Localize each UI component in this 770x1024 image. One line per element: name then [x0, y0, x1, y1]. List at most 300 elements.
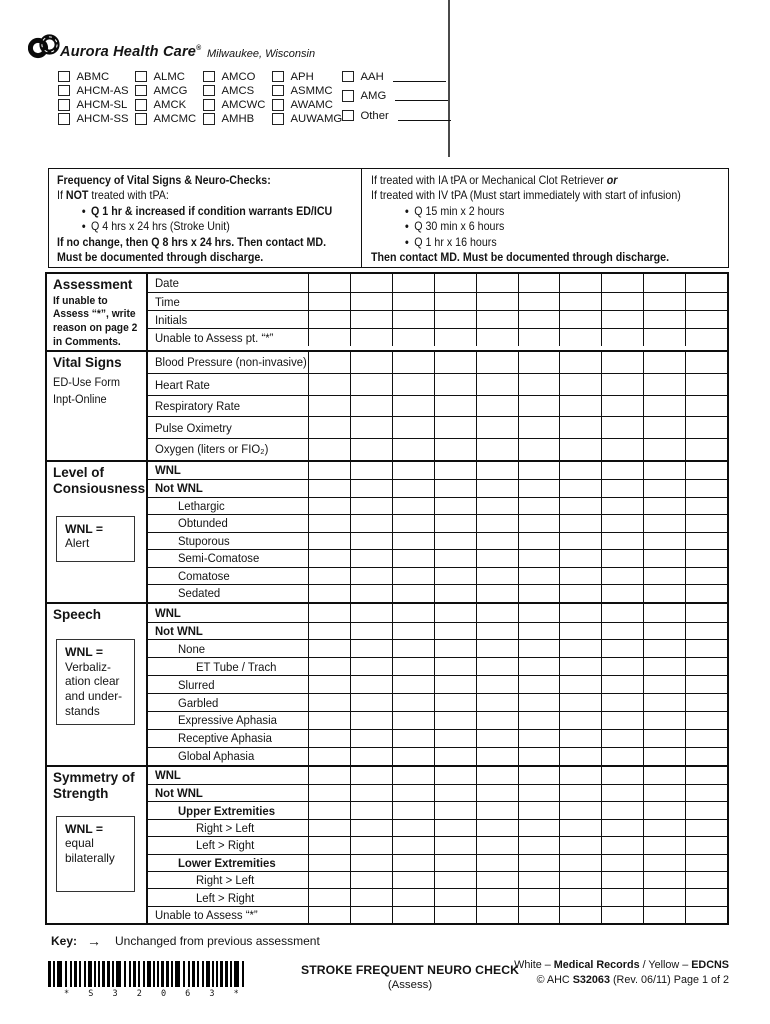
grid-cell[interactable]	[434, 274, 476, 292]
grid-cell[interactable]	[350, 585, 392, 602]
grid-cell[interactable]	[643, 550, 685, 567]
grid-cell[interactable]	[643, 604, 685, 622]
grid-cell[interactable]	[559, 872, 601, 888]
grid-cell[interactable]	[643, 907, 685, 923]
grid-cell[interactable]	[518, 658, 560, 675]
grid-cell[interactable]	[559, 396, 601, 417]
grid-cell[interactable]	[350, 889, 392, 905]
grid-cell[interactable]	[643, 462, 685, 480]
grid-cell[interactable]	[685, 533, 727, 550]
grid-cell[interactable]	[392, 550, 434, 567]
grid-cell[interactable]	[350, 439, 392, 460]
grid-cell[interactable]	[643, 767, 685, 784]
facility-checkbox[interactable]	[272, 113, 284, 125]
grid-cell[interactable]	[685, 550, 727, 567]
grid-cell[interactable]	[643, 802, 685, 818]
grid-cell[interactable]	[685, 439, 727, 460]
grid-cell[interactable]	[559, 730, 601, 747]
grid-cell[interactable]	[518, 374, 560, 395]
grid-cell[interactable]	[434, 533, 476, 550]
grid-cell[interactable]	[518, 533, 560, 550]
grid-cell[interactable]	[350, 872, 392, 888]
grid-cell[interactable]	[476, 417, 518, 438]
grid-cell[interactable]	[601, 855, 643, 871]
grid-cell[interactable]	[434, 730, 476, 747]
grid-cell[interactable]	[308, 907, 350, 923]
grid-cell[interactable]	[350, 462, 392, 480]
grid-cell[interactable]	[601, 585, 643, 602]
grid-cell[interactable]	[559, 498, 601, 515]
grid-cell[interactable]	[559, 907, 601, 923]
grid-cell[interactable]	[601, 730, 643, 747]
grid-cell[interactable]	[518, 329, 560, 346]
grid-cell[interactable]	[559, 640, 601, 657]
grid-cell[interactable]	[601, 623, 643, 640]
facility-checkbox[interactable]	[272, 71, 284, 83]
grid-cell[interactable]	[308, 274, 350, 292]
grid-cell[interactable]	[434, 767, 476, 784]
grid-cell[interactable]	[518, 480, 560, 497]
grid-cell[interactable]	[350, 730, 392, 747]
grid-cell[interactable]	[392, 712, 434, 729]
grid-cell[interactable]	[601, 640, 643, 657]
grid-cell[interactable]	[685, 837, 727, 853]
grid-cell[interactable]	[308, 515, 350, 532]
grid-cell[interactable]	[685, 730, 727, 747]
grid-cell[interactable]	[559, 748, 601, 765]
facility-checkbox[interactable]	[58, 99, 70, 111]
grid-cell[interactable]	[643, 623, 685, 640]
grid-cell[interactable]	[434, 658, 476, 675]
grid-cell[interactable]	[685, 352, 727, 374]
grid-cell[interactable]	[308, 533, 350, 550]
grid-cell[interactable]	[559, 417, 601, 438]
grid-cell[interactable]	[643, 889, 685, 905]
grid-cell[interactable]	[308, 439, 350, 460]
grid-cell[interactable]	[350, 802, 392, 818]
grid-cell[interactable]	[350, 417, 392, 438]
grid-cell[interactable]	[350, 820, 392, 836]
grid-cell[interactable]	[392, 480, 434, 497]
grid-cell[interactable]	[518, 676, 560, 693]
grid-cell[interactable]	[518, 907, 560, 923]
grid-cell[interactable]	[434, 604, 476, 622]
grid-cell[interactable]	[601, 480, 643, 497]
facility-checkbox[interactable]	[342, 90, 354, 102]
grid-cell[interactable]	[476, 374, 518, 395]
grid-cell[interactable]	[350, 785, 392, 801]
grid-cell[interactable]	[308, 658, 350, 675]
grid-cell[interactable]	[350, 515, 392, 532]
facility-checkbox[interactable]	[203, 113, 215, 125]
grid-cell[interactable]	[434, 585, 476, 602]
grid-cell[interactable]	[685, 872, 727, 888]
grid-cell[interactable]	[308, 820, 350, 836]
grid-cell[interactable]	[392, 352, 434, 374]
grid-cell[interactable]	[476, 730, 518, 747]
grid-cell[interactable]	[685, 396, 727, 417]
grid-cell[interactable]	[308, 767, 350, 784]
grid-cell[interactable]	[392, 730, 434, 747]
facility-checkbox[interactable]	[272, 85, 284, 97]
grid-cell[interactable]	[392, 396, 434, 417]
grid-cell[interactable]	[601, 352, 643, 374]
grid-cell[interactable]	[476, 568, 518, 585]
grid-cell[interactable]	[434, 802, 476, 818]
grid-cell[interactable]	[434, 820, 476, 836]
grid-cell[interactable]	[643, 640, 685, 657]
grid-cell[interactable]	[643, 820, 685, 836]
grid-cell[interactable]	[392, 767, 434, 784]
grid-cell[interactable]	[559, 311, 601, 328]
grid-cell[interactable]	[518, 767, 560, 784]
facility-checkbox[interactable]	[58, 71, 70, 83]
grid-cell[interactable]	[643, 293, 685, 310]
grid-cell[interactable]	[308, 676, 350, 693]
grid-cell[interactable]	[601, 515, 643, 532]
grid-cell[interactable]	[350, 374, 392, 395]
grid-cell[interactable]	[476, 604, 518, 622]
grid-cell[interactable]	[476, 872, 518, 888]
grid-cell[interactable]	[559, 585, 601, 602]
grid-cell[interactable]	[643, 712, 685, 729]
grid-cell[interactable]	[476, 889, 518, 905]
grid-cell[interactable]	[392, 568, 434, 585]
grid-cell[interactable]	[476, 439, 518, 460]
grid-cell[interactable]	[643, 396, 685, 417]
grid-cell[interactable]	[476, 311, 518, 328]
grid-cell[interactable]	[601, 417, 643, 438]
grid-cell[interactable]	[643, 872, 685, 888]
grid-cell[interactable]	[601, 712, 643, 729]
grid-cell[interactable]	[685, 712, 727, 729]
grid-cell[interactable]	[392, 374, 434, 395]
grid-cell[interactable]	[476, 462, 518, 480]
facility-checkbox[interactable]	[135, 99, 147, 111]
grid-cell[interactable]	[350, 907, 392, 923]
grid-cell[interactable]	[350, 604, 392, 622]
grid-cell[interactable]	[476, 855, 518, 871]
grid-cell[interactable]	[685, 694, 727, 711]
grid-cell[interactable]	[350, 568, 392, 585]
grid-cell[interactable]	[392, 820, 434, 836]
grid-cell[interactable]	[518, 623, 560, 640]
grid-cell[interactable]	[350, 550, 392, 567]
grid-cell[interactable]	[308, 623, 350, 640]
grid-cell[interactable]	[643, 694, 685, 711]
grid-cell[interactable]	[434, 311, 476, 328]
grid-cell[interactable]	[685, 855, 727, 871]
grid-cell[interactable]	[350, 396, 392, 417]
grid-cell[interactable]	[518, 802, 560, 818]
grid-cell[interactable]	[559, 274, 601, 292]
grid-cell[interactable]	[601, 396, 643, 417]
grid-cell[interactable]	[518, 730, 560, 747]
grid-cell[interactable]	[685, 802, 727, 818]
grid-cell[interactable]	[308, 712, 350, 729]
grid-cell[interactable]	[434, 676, 476, 693]
grid-cell[interactable]	[350, 658, 392, 675]
grid-cell[interactable]	[308, 498, 350, 515]
grid-cell[interactable]	[685, 820, 727, 836]
grid-cell[interactable]	[601, 498, 643, 515]
grid-cell[interactable]	[350, 767, 392, 784]
grid-cell[interactable]	[434, 515, 476, 532]
grid-cell[interactable]	[643, 311, 685, 328]
grid-cell[interactable]	[518, 568, 560, 585]
grid-cell[interactable]	[518, 694, 560, 711]
facility-checkbox[interactable]	[135, 71, 147, 83]
grid-cell[interactable]	[601, 293, 643, 310]
grid-cell[interactable]	[601, 748, 643, 765]
grid-cell[interactable]	[685, 374, 727, 395]
grid-cell[interactable]	[350, 748, 392, 765]
grid-cell[interactable]	[392, 855, 434, 871]
facility-checkbox[interactable]	[135, 85, 147, 97]
grid-cell[interactable]	[476, 767, 518, 784]
grid-cell[interactable]	[559, 837, 601, 853]
grid-cell[interactable]	[685, 623, 727, 640]
grid-cell[interactable]	[559, 604, 601, 622]
grid-cell[interactable]	[601, 676, 643, 693]
grid-cell[interactable]	[518, 293, 560, 310]
grid-cell[interactable]	[392, 676, 434, 693]
grid-cell[interactable]	[518, 585, 560, 602]
grid-cell[interactable]	[559, 352, 601, 374]
grid-cell[interactable]	[559, 329, 601, 346]
facility-checkbox[interactable]	[203, 71, 215, 83]
grid-cell[interactable]	[559, 480, 601, 497]
grid-cell[interactable]	[685, 640, 727, 657]
grid-cell[interactable]	[601, 329, 643, 346]
grid-cell[interactable]	[518, 462, 560, 480]
grid-cell[interactable]	[559, 550, 601, 567]
grid-cell[interactable]	[518, 872, 560, 888]
grid-cell[interactable]	[643, 352, 685, 374]
grid-cell[interactable]	[392, 417, 434, 438]
grid-cell[interactable]	[685, 767, 727, 784]
grid-cell[interactable]	[476, 820, 518, 836]
grid-cell[interactable]	[434, 748, 476, 765]
grid-cell[interactable]	[476, 694, 518, 711]
grid-cell[interactable]	[350, 694, 392, 711]
grid-cell[interactable]	[392, 907, 434, 923]
grid-cell[interactable]	[392, 694, 434, 711]
grid-cell[interactable]	[559, 889, 601, 905]
grid-cell[interactable]	[392, 785, 434, 801]
grid-cell[interactable]	[308, 855, 350, 871]
facility-checkbox[interactable]	[272, 99, 284, 111]
grid-cell[interactable]	[392, 802, 434, 818]
grid-cell[interactable]	[601, 568, 643, 585]
grid-cell[interactable]	[601, 802, 643, 818]
grid-cell[interactable]	[685, 568, 727, 585]
grid-cell[interactable]	[392, 889, 434, 905]
grid-cell[interactable]	[476, 640, 518, 657]
grid-cell[interactable]	[350, 712, 392, 729]
grid-cell[interactable]	[518, 498, 560, 515]
grid-cell[interactable]	[518, 396, 560, 417]
grid-cell[interactable]	[434, 480, 476, 497]
grid-cell[interactable]	[434, 623, 476, 640]
grid-cell[interactable]	[392, 498, 434, 515]
grid-cell[interactable]	[518, 889, 560, 905]
grid-cell[interactable]	[643, 498, 685, 515]
grid-cell[interactable]	[476, 658, 518, 675]
grid-cell[interactable]	[601, 694, 643, 711]
grid-cell[interactable]	[643, 730, 685, 747]
grid-cell[interactable]	[643, 748, 685, 765]
grid-cell[interactable]	[601, 907, 643, 923]
grid-cell[interactable]	[476, 293, 518, 310]
grid-cell[interactable]	[476, 785, 518, 801]
grid-cell[interactable]	[392, 274, 434, 292]
grid-cell[interactable]	[308, 329, 350, 346]
grid-cell[interactable]	[518, 748, 560, 765]
grid-cell[interactable]	[350, 329, 392, 346]
grid-cell[interactable]	[308, 730, 350, 747]
grid-cell[interactable]	[685, 585, 727, 602]
grid-cell[interactable]	[434, 329, 476, 346]
grid-cell[interactable]	[685, 462, 727, 480]
grid-cell[interactable]	[559, 694, 601, 711]
grid-cell[interactable]	[434, 568, 476, 585]
grid-cell[interactable]	[434, 439, 476, 460]
grid-cell[interactable]	[518, 515, 560, 532]
grid-cell[interactable]	[308, 640, 350, 657]
grid-cell[interactable]	[685, 274, 727, 292]
grid-cell[interactable]	[601, 311, 643, 328]
grid-cell[interactable]	[476, 515, 518, 532]
grid-cell[interactable]	[601, 439, 643, 460]
grid-cell[interactable]	[308, 374, 350, 395]
grid-cell[interactable]	[308, 802, 350, 818]
grid-cell[interactable]	[518, 439, 560, 460]
grid-cell[interactable]	[476, 498, 518, 515]
grid-cell[interactable]	[559, 374, 601, 395]
grid-cell[interactable]	[476, 352, 518, 374]
grid-cell[interactable]	[434, 293, 476, 310]
grid-cell[interactable]	[601, 533, 643, 550]
grid-cell[interactable]	[518, 274, 560, 292]
grid-cell[interactable]	[434, 712, 476, 729]
grid-cell[interactable]	[518, 820, 560, 836]
grid-cell[interactable]	[392, 604, 434, 622]
facility-checkbox[interactable]	[203, 99, 215, 111]
grid-cell[interactable]	[559, 802, 601, 818]
grid-cell[interactable]	[559, 568, 601, 585]
grid-cell[interactable]	[601, 374, 643, 395]
grid-cell[interactable]	[559, 439, 601, 460]
grid-cell[interactable]	[601, 462, 643, 480]
grid-cell[interactable]	[476, 550, 518, 567]
facility-checkbox[interactable]	[342, 71, 354, 83]
grid-cell[interactable]	[392, 748, 434, 765]
grid-cell[interactable]	[601, 658, 643, 675]
grid-cell[interactable]	[392, 533, 434, 550]
grid-cell[interactable]	[350, 623, 392, 640]
grid-cell[interactable]	[476, 396, 518, 417]
grid-cell[interactable]	[643, 658, 685, 675]
grid-cell[interactable]	[601, 872, 643, 888]
grid-cell[interactable]	[643, 274, 685, 292]
grid-cell[interactable]	[308, 480, 350, 497]
grid-cell[interactable]	[392, 585, 434, 602]
grid-cell[interactable]	[518, 550, 560, 567]
grid-cell[interactable]	[392, 311, 434, 328]
grid-cell[interactable]	[643, 568, 685, 585]
grid-cell[interactable]	[392, 837, 434, 853]
grid-cell[interactable]	[685, 889, 727, 905]
write-in-line[interactable]	[398, 111, 451, 121]
grid-cell[interactable]	[308, 785, 350, 801]
grid-cell[interactable]	[685, 658, 727, 675]
facility-checkbox[interactable]	[203, 85, 215, 97]
grid-cell[interactable]	[350, 480, 392, 497]
grid-cell[interactable]	[308, 293, 350, 310]
grid-cell[interactable]	[601, 604, 643, 622]
grid-cell[interactable]	[434, 855, 476, 871]
grid-cell[interactable]	[601, 785, 643, 801]
grid-cell[interactable]	[685, 293, 727, 310]
grid-cell[interactable]	[392, 623, 434, 640]
grid-cell[interactable]	[643, 585, 685, 602]
grid-cell[interactable]	[518, 785, 560, 801]
grid-cell[interactable]	[476, 907, 518, 923]
grid-cell[interactable]	[434, 837, 476, 853]
grid-cell[interactable]	[350, 676, 392, 693]
grid-cell[interactable]	[643, 855, 685, 871]
facility-checkbox[interactable]	[58, 85, 70, 97]
grid-cell[interactable]	[434, 417, 476, 438]
grid-cell[interactable]	[518, 604, 560, 622]
grid-cell[interactable]	[476, 712, 518, 729]
grid-cell[interactable]	[559, 533, 601, 550]
grid-cell[interactable]	[434, 374, 476, 395]
grid-cell[interactable]	[308, 417, 350, 438]
grid-cell[interactable]	[308, 585, 350, 602]
grid-cell[interactable]	[643, 417, 685, 438]
grid-cell[interactable]	[559, 293, 601, 310]
grid-cell[interactable]	[434, 462, 476, 480]
grid-cell[interactable]	[476, 837, 518, 853]
grid-cell[interactable]	[601, 837, 643, 853]
grid-cell[interactable]	[476, 480, 518, 497]
grid-cell[interactable]	[685, 311, 727, 328]
grid-cell[interactable]	[308, 872, 350, 888]
grid-cell[interactable]	[476, 274, 518, 292]
grid-cell[interactable]	[434, 352, 476, 374]
grid-cell[interactable]	[392, 515, 434, 532]
grid-cell[interactable]	[350, 498, 392, 515]
grid-cell[interactable]	[601, 820, 643, 836]
grid-cell[interactable]	[308, 568, 350, 585]
write-in-line[interactable]	[395, 91, 448, 101]
grid-cell[interactable]	[434, 785, 476, 801]
grid-cell[interactable]	[476, 585, 518, 602]
grid-cell[interactable]	[308, 748, 350, 765]
grid-cell[interactable]	[392, 329, 434, 346]
grid-cell[interactable]	[601, 274, 643, 292]
grid-cell[interactable]	[434, 872, 476, 888]
grid-cell[interactable]	[559, 767, 601, 784]
grid-cell[interactable]	[559, 515, 601, 532]
grid-cell[interactable]	[476, 676, 518, 693]
grid-cell[interactable]	[518, 837, 560, 853]
grid-cell[interactable]	[434, 907, 476, 923]
grid-cell[interactable]	[308, 837, 350, 853]
grid-cell[interactable]	[685, 515, 727, 532]
